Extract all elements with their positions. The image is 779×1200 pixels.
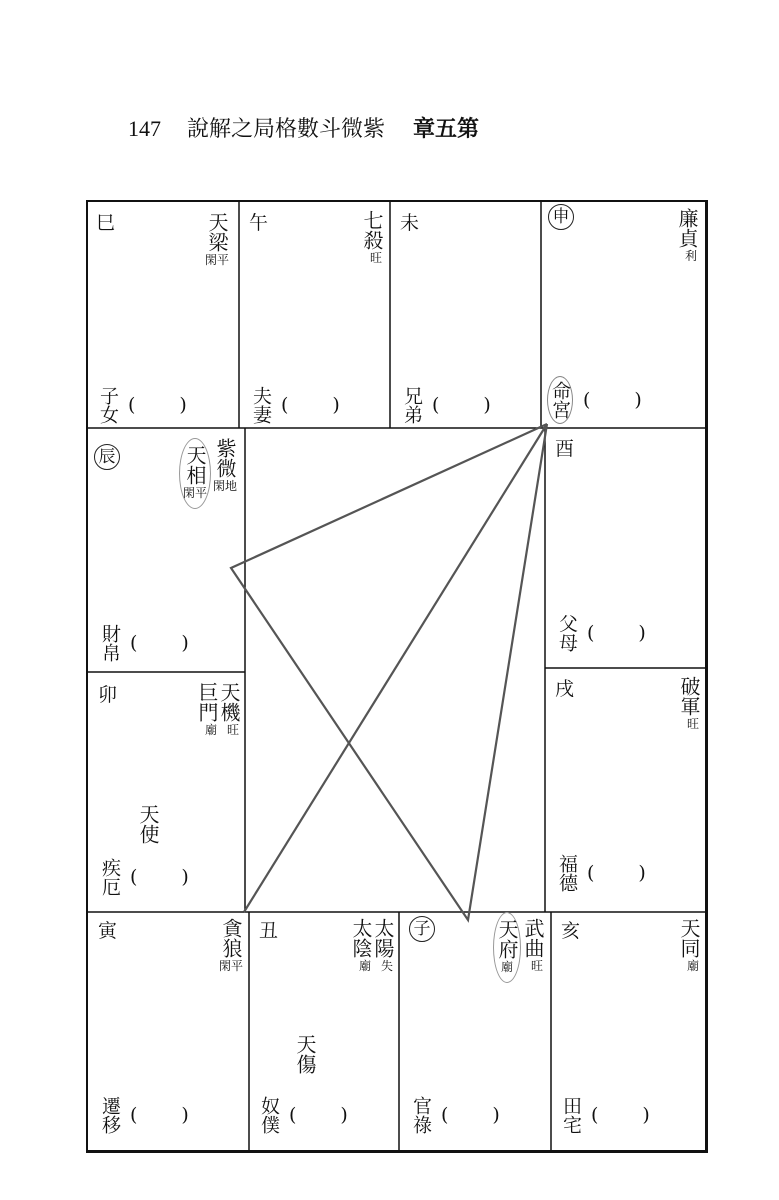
- palace-name: 福德: [556, 854, 578, 892]
- cell-hai: [551, 912, 707, 1152]
- star: 破軍 旺: [677, 676, 701, 731]
- star: 天機 旺: [217, 682, 241, 737]
- palace: [561, 1096, 650, 1134]
- branch-label-circled: 申: [548, 204, 574, 230]
- palace: [402, 386, 491, 424]
- palace-blank: ( ): [128, 394, 187, 416]
- palace-name: 兄弟: [401, 386, 423, 424]
- palace-name: 田宅: [560, 1096, 582, 1134]
- cell-you: [545, 428, 707, 668]
- branch-label-circled: 辰: [94, 444, 120, 470]
- palace-blank: ( ): [432, 394, 491, 416]
- main-stars: [351, 918, 393, 973]
- main-stars: [679, 918, 699, 973]
- star: 紫微 閑地: [212, 438, 237, 493]
- ziwei-chart: [86, 200, 707, 1152]
- palace: [259, 1096, 348, 1134]
- star: 太陰 廟: [349, 918, 373, 973]
- main-stars: [179, 438, 237, 509]
- palace-blank: ( ): [587, 862, 646, 884]
- page-number: 147: [128, 116, 161, 141]
- palace-name: 子女: [97, 386, 119, 424]
- branch-label: 未: [400, 212, 420, 234]
- branch-label: 丑: [259, 920, 279, 942]
- main-stars: [205, 212, 229, 267]
- star: 太陽 失: [371, 918, 395, 973]
- cell-zi: [399, 912, 551, 1152]
- palace: [98, 386, 187, 424]
- palace-name: 父母: [556, 614, 578, 652]
- cell-chen: [86, 428, 245, 672]
- palace-blank: ( ): [441, 1104, 500, 1126]
- palace-name: 官祿: [410, 1096, 432, 1134]
- palace: [557, 614, 646, 652]
- page-header: [128, 112, 479, 143]
- cell-si: [86, 200, 239, 428]
- star: 貪狼 閑平: [218, 918, 243, 973]
- palace-blank: ( ): [591, 1104, 650, 1126]
- branch-label-circled: 子: [409, 916, 435, 942]
- star-circled: 天府 廟: [493, 912, 521, 983]
- palace-blank: ( ): [587, 622, 646, 644]
- star: 七殺 旺: [360, 210, 384, 265]
- cell-xu: [545, 668, 707, 912]
- cell-wu: [239, 200, 390, 428]
- star: 廉貞 利: [675, 208, 699, 263]
- cell-mao: [86, 672, 245, 912]
- palace-blank: ( ): [281, 394, 340, 416]
- palace: [411, 1096, 500, 1134]
- branch-label: 寅: [98, 920, 118, 942]
- book-title: 說解之局格數斗微紫: [187, 117, 386, 142]
- branch-label: 午: [249, 212, 269, 234]
- palace-blank: ( ): [130, 1104, 189, 1126]
- star-circled: 天相 閑平: [179, 438, 211, 509]
- star: 武曲 旺: [521, 918, 545, 973]
- main-stars: [362, 210, 382, 265]
- main-stars: [219, 918, 243, 973]
- cell-yin: [86, 912, 249, 1152]
- palace: [100, 1096, 189, 1134]
- palace: [100, 624, 189, 662]
- star: 天同 廟: [677, 918, 701, 973]
- star: 巨門 廟: [195, 682, 219, 737]
- branch-label: 亥: [561, 920, 581, 942]
- palace: [100, 858, 189, 896]
- minor-star: 天使: [136, 804, 160, 844]
- minor-star: 天傷: [293, 1034, 317, 1074]
- palace: [547, 376, 642, 424]
- main-stars: [679, 676, 699, 731]
- palace-blank: ( ): [583, 389, 642, 411]
- branch-label: 戌: [555, 678, 575, 700]
- main-stars: [677, 208, 697, 263]
- main-stars: [197, 682, 239, 737]
- palace-blank: ( ): [130, 632, 189, 654]
- palace-blank: ( ): [289, 1104, 348, 1126]
- cell-chou: [249, 912, 399, 1152]
- palace-name: 遷移: [99, 1096, 121, 1134]
- star: 天梁 閑平: [204, 212, 229, 267]
- main-stars: [493, 912, 543, 983]
- palace: [557, 854, 646, 892]
- cell-wei: [390, 200, 541, 428]
- palace-name: 夫妻: [250, 386, 272, 424]
- palace-blank: ( ): [130, 866, 189, 888]
- cell-shen: [541, 200, 707, 428]
- palace-name-circled: 命宮: [547, 376, 573, 424]
- palace-name: 奴僕: [258, 1096, 280, 1134]
- branch-label: 巳: [96, 212, 116, 234]
- palace-name: 疾厄: [99, 858, 121, 896]
- palace-name: 財帛: [99, 624, 121, 662]
- branch-label: 酉: [555, 438, 575, 460]
- chapter-title: 章五第: [413, 116, 480, 142]
- palace: [251, 386, 340, 424]
- branch-label: 卯: [98, 684, 118, 706]
